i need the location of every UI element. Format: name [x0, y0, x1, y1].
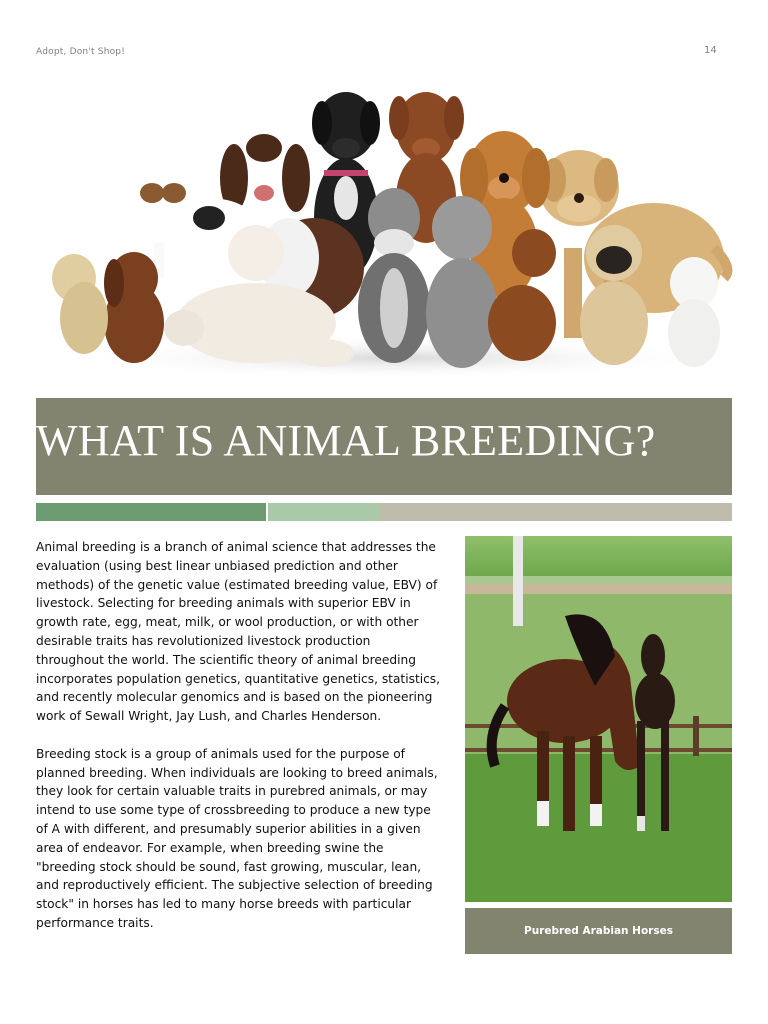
accent-bar-taupe: [380, 503, 732, 521]
running-header: Adopt, Don't Shop!: [36, 47, 126, 57]
dachshund-left-dog: [104, 252, 164, 363]
grey-poodle-dog: [426, 196, 498, 368]
pug-dog: [580, 225, 648, 365]
page-title: WHAT IS ANIMAL BREEDING?: [36, 416, 656, 465]
figure-caption-box: [465, 908, 732, 954]
page-number: 14: [704, 45, 717, 56]
paragraph: Animal breeding is a branch of animal science that addresses the evaluation (using best linear unbiased prediction and other methods) of the genetic value (estimated breeding value, EBV) of livestock. Selecting for breeding animals with superior EBV in growth rate, egg, meat, milk, or wool production, or with other desirable traits has revolutionized livestock production throughout the world. The scientific theory of animal breeding incorporates population genetics, quantitative genetics, statistics, and recently molecular genomics and is based on the pioneering work of Sewall Wright, Jay Lush, and Charles Henderson.: [36, 540, 441, 724]
figure-caption: Purebred Arabian Horses: [524, 925, 673, 937]
accent-bar-green: [36, 503, 266, 521]
accent-bar-light-green: [268, 503, 380, 521]
article-body: [36, 538, 442, 952]
paragraph: Breeding stock is a group of animals used for the purpose of planned breeding. When individuals are looking to breed animals, they look for certain valuable traits in purebred animals, or may intend to use some type of crossbreeding to produce a new type of A with different, and presumably superior abilities in a given area of endeavor. For example, when breeding swine the "breeding stock should be sound, fast growing, muscular, lean, and reproductively efficient. The subjective selection of breeding stock" in horses has led to many horse breeds with particular performance traits.: [36, 746, 438, 930]
schnauzer-dog: [358, 188, 430, 363]
horses-photo: [465, 536, 732, 902]
westie-dog: [668, 257, 720, 367]
cairn-terrier-dog: [52, 254, 108, 354]
dogs-group-image: [34, 78, 734, 388]
